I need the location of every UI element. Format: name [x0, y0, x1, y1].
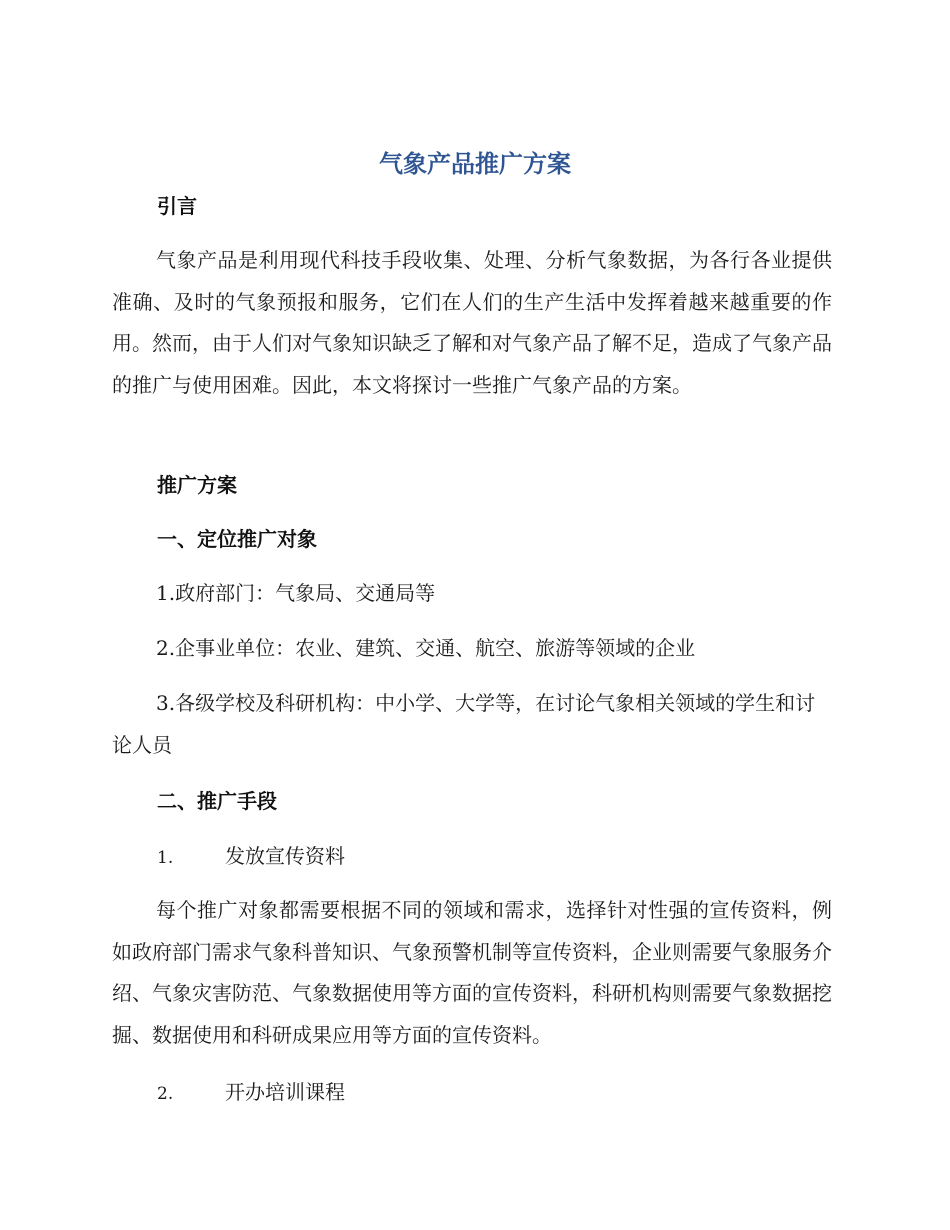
intro-heading: 引言 [157, 194, 197, 218]
section1-heading: 一、定位推广对象 [157, 527, 317, 551]
section2-sub1-number: 1. [157, 848, 174, 868]
section2-sub1 [157, 841, 345, 873]
section2-heading: 二、推广手段 [157, 789, 277, 813]
section2-sub2 [157, 1077, 345, 1109]
section2-sub2-number: 2. [157, 1084, 174, 1104]
document-title: 气象产品推广方案 [379, 150, 571, 178]
section2-sub1-label: 发放宣传资料 [225, 844, 345, 868]
section1-item-3: 3.各级学校及科研机构：中小学、大学等，在讨论气象相关领域的学生和讨论人员 [112, 691, 816, 757]
section1-item-1: 1.政府部门：气象局、交通局等 [156, 581, 436, 605]
plan-heading: 推广方案 [157, 473, 237, 497]
section1-item-2: 2.企事业单位：农业、建筑、交通、航空、旅游等领域的企业 [156, 636, 696, 660]
section2-sub1-paragraph: 每个推广对象都需要根据不同的领域和需求，选择针对性强的宣传资料，例如政府部门需求气象科普知识、气象预警机制等宣传资料，企业则需要气象服务介绍、气象灾害防范、气象数据使用等方面的宣传资料，科研机构则需要气象数据挖掘、数据使用和科研成果应用等方面的宣传资料。 [112, 898, 832, 1047]
section2-sub2-label: 开办培训课程 [225, 1080, 345, 1104]
intro-paragraph: 气象产品是利用现代科技手段收集、处理、分析气象数据，为各行各业提供准确、及时的气象预报和服务，它们在人们的生产生活中发挥着越来越重要的作用。然而，由于人们对气象知识缺乏了解和对气象产品了解不足，造成了气象产品的推广与使用困难。因此，本文将探讨一些推广气象产品的方案。 [112, 248, 832, 397]
